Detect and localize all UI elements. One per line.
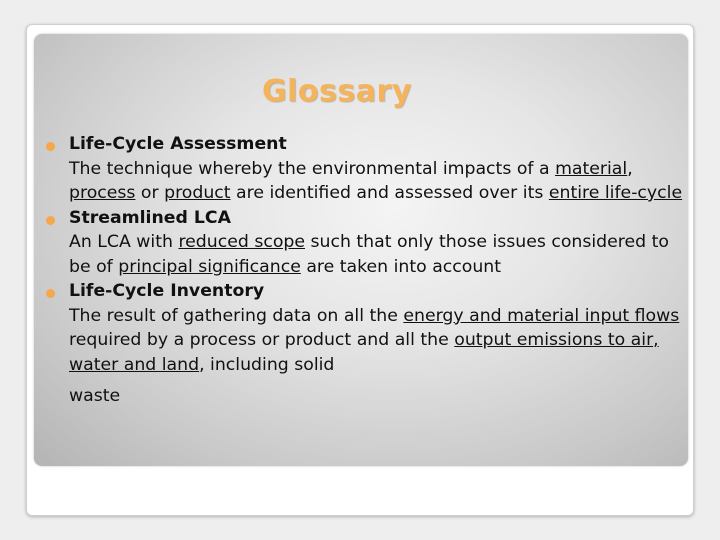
definition-text: are identified and assessed over its (230, 183, 549, 203)
glossary-term: Life-Cycle Assessment (69, 134, 287, 154)
definition-text: , (627, 158, 633, 179)
glossary-definition (69, 304, 689, 409)
definition-text: , including solid (199, 354, 335, 375)
definition-link-output-emissions: output emissions to air, water and land (69, 330, 659, 375)
glossary-definition (69, 230, 689, 279)
definition-text: waste (69, 386, 121, 406)
glossary-list (69, 132, 689, 409)
slide-title: Glossary (262, 74, 412, 109)
definition-link-reduced-scope: reduced scope (178, 232, 305, 252)
definition-link-life-cycle: entire life-cycle (548, 183, 683, 203)
definition-link-product: product (164, 183, 231, 203)
definition-text: such that only those issues considered to be of (69, 232, 669, 277)
definition-link-process: process (69, 183, 136, 203)
glossary-term: Streamlined LCA (69, 207, 231, 228)
definition-link-material: material (555, 158, 628, 179)
bullet-icon (46, 216, 55, 225)
definition-text: The result of gathering data on all the (69, 305, 404, 326)
definition-link-principal-significance: principal significance (118, 256, 301, 277)
bullet-icon (46, 142, 55, 151)
glossary-item-lca (69, 132, 689, 206)
definition-text: The technique whereby the environmental impacts of a (69, 158, 556, 179)
glossary-item-streamlined (69, 206, 689, 280)
glossary-definition (69, 157, 689, 206)
definition-text: An LCA with (69, 232, 179, 252)
glossary-term: Life-Cycle Inventory (69, 281, 265, 301)
bullet-icon (46, 289, 55, 298)
definition-text: required by a process or product and all the (69, 330, 455, 350)
definition-text: or (135, 183, 165, 203)
definition-link-input-flows: energy and material input flows (403, 305, 680, 326)
definition-text: are taken into account (300, 256, 502, 277)
glossary-item-inventory (69, 279, 689, 409)
